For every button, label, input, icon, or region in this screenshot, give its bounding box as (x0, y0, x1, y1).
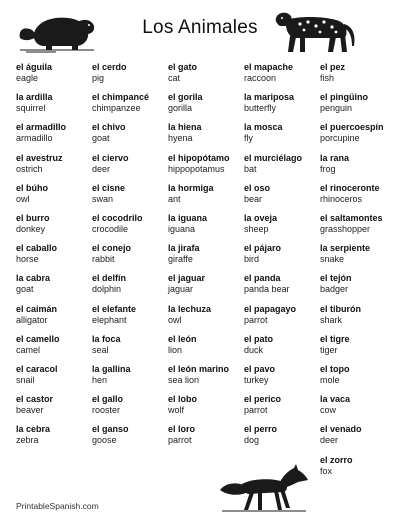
english-word: badger (320, 284, 349, 295)
english-word: rabbit (92, 254, 115, 265)
spanish-word: la ardilla (16, 92, 53, 103)
english-word: iguana (168, 224, 196, 234)
spanish-word: el burro (16, 213, 50, 223)
spanish-word: el gallo (92, 394, 124, 405)
spanish-word: la oveja (244, 213, 278, 223)
vocab-entry (168, 213, 248, 235)
vocab-entry (244, 92, 324, 114)
vocab-entry (320, 304, 400, 326)
vocab-entry (92, 243, 172, 265)
english-word: alligator (16, 314, 48, 325)
spanish-word: el murciélago (244, 152, 303, 163)
vocab-entry (244, 334, 324, 356)
english-word: swan (92, 193, 114, 204)
vocab-entry (16, 394, 96, 416)
spanish-word: el loro (168, 424, 196, 435)
vocab-entry (92, 122, 172, 144)
vocab-entry (168, 424, 248, 446)
vocab-entry (320, 334, 400, 356)
spanish-word: la gallina (92, 364, 131, 374)
spanish-word: el gorila (168, 92, 203, 103)
spanish-word: la cebra (16, 424, 51, 435)
page-title: Los Animales (142, 17, 258, 38)
spanish-word: el lobo (168, 394, 197, 405)
english-word: fox (320, 465, 333, 476)
beaver-illustration (16, 8, 96, 56)
english-word: mole (320, 375, 340, 385)
vocab-entry (244, 304, 324, 326)
english-word: pig (92, 73, 105, 83)
english-word: bird (244, 254, 260, 265)
vocab-entry (168, 122, 248, 144)
vocab-entry (244, 394, 324, 416)
spanish-word: el chimpancé (92, 92, 150, 103)
spanish-word: el rinoceronte (320, 182, 380, 193)
english-word: rooster (92, 405, 121, 416)
english-word: hyena (168, 133, 193, 144)
spanish-word: el armadillo (16, 122, 67, 133)
spanish-word: la jirafa (168, 243, 200, 254)
english-word: dog (244, 435, 260, 446)
english-word: eagle (16, 73, 39, 83)
spanish-word: el pato (244, 333, 274, 344)
english-word: crocodile (92, 224, 129, 234)
english-word: zebra (16, 435, 39, 446)
english-word: ostrich (16, 163, 43, 174)
vocab-entry (16, 334, 96, 356)
spanish-word: la hormiga (168, 182, 214, 193)
english-word: giraffe (168, 254, 193, 265)
spanish-word: el papagayo (244, 303, 297, 314)
vocab-entry (16, 62, 96, 84)
spanish-word: el tigre (320, 333, 350, 344)
english-word: panda bear (244, 284, 290, 295)
english-word: parrot (168, 435, 192, 446)
english-word: dolphin (92, 284, 122, 295)
spanish-word: el cerdo (92, 62, 127, 72)
vocab-entry (16, 92, 96, 114)
english-word: elephant (92, 314, 127, 325)
english-word: deer (92, 163, 111, 174)
english-word: deer (320, 435, 339, 446)
vocab-entry (92, 334, 172, 356)
spanish-word: el caimán (16, 303, 58, 314)
spanish-word: el águila (16, 62, 53, 72)
english-word: parrot (244, 314, 268, 325)
spanish-word: el pájaro (244, 243, 282, 254)
spanish-word: el cisne (92, 182, 126, 193)
spanish-word: la iguana (168, 213, 208, 223)
english-word: donkey (16, 224, 46, 234)
english-word: snake (320, 254, 345, 265)
spanish-word: el panda (244, 273, 281, 284)
english-word: tiger (320, 344, 338, 355)
english-word: goat (92, 133, 110, 144)
spanish-word: el ganso (92, 424, 129, 435)
english-word: cat (168, 73, 181, 83)
spanish-word: el mapache (244, 62, 294, 72)
english-word: wolf (168, 405, 185, 416)
vocab-entry (16, 243, 96, 265)
spanish-word: el venado (320, 424, 362, 435)
spanish-word: el jaguar (168, 273, 206, 284)
spanish-word: el león marino (168, 364, 230, 374)
spanish-word: la foca (92, 333, 121, 344)
vocab-entry (16, 304, 96, 326)
spanish-word: el elefante (92, 303, 137, 314)
spanish-word: el pavo (244, 364, 276, 374)
vocab-entry (92, 304, 172, 326)
english-word: owl (168, 314, 182, 325)
spanish-word: la lechuza (168, 303, 212, 314)
english-word: camel (16, 344, 41, 355)
english-word: fly (244, 133, 253, 144)
site-credit: PrintableSpanish.com (16, 501, 99, 511)
english-word: jaguar (168, 284, 194, 295)
spanish-word: el chivo (92, 122, 126, 133)
vocab-entry (244, 424, 324, 446)
vocab-entry (244, 213, 324, 235)
spanish-word: el tiburón (320, 303, 361, 314)
english-word: snail (16, 375, 35, 385)
english-word: parrot (244, 405, 268, 416)
spanish-word: el saltamontes (320, 213, 383, 223)
vocab-entry (92, 424, 172, 446)
english-word: bat (244, 163, 257, 174)
spanish-word: el tejón (320, 273, 352, 284)
spanish-word: el castor (16, 394, 54, 405)
english-word: bear (244, 193, 263, 204)
vocab-entry (320, 122, 400, 144)
english-word: grasshopper (320, 224, 371, 234)
spanish-word: el camello (16, 333, 60, 344)
vocab-entry (168, 364, 248, 386)
english-word: fish (320, 73, 335, 83)
english-word: beaver (16, 405, 44, 416)
vocab-entry (92, 183, 172, 205)
spanish-word: el delfín (92, 273, 127, 284)
english-word: cow (320, 405, 337, 416)
vocab-entry (16, 424, 96, 446)
vocab-entry (168, 304, 248, 326)
vocab-entry (16, 213, 96, 235)
english-word: butterfly (244, 103, 277, 114)
vocab-entry (320, 183, 400, 205)
vocab-entry (16, 183, 96, 205)
english-word: lion (168, 344, 183, 355)
english-word: goat (16, 284, 34, 295)
vocab-entry (244, 243, 324, 265)
vocab-entry (244, 62, 324, 84)
vocab-entry (320, 424, 400, 446)
spanish-word: el león (168, 333, 197, 344)
vocab-entry (168, 273, 248, 295)
spanish-word: la cabra (16, 273, 51, 284)
english-word: penguin (320, 103, 353, 114)
spanish-word: la vaca (320, 394, 351, 405)
vocab-entry (320, 92, 400, 114)
spanish-word: el perico (244, 394, 282, 405)
english-word: owl (16, 193, 30, 204)
spanish-word: la mosca (244, 122, 283, 133)
vocab-entry (92, 364, 172, 386)
vocab-entry (320, 364, 400, 386)
spanish-word: el caracol (16, 364, 58, 374)
vocab-entry (244, 122, 324, 144)
vocab-entry (168, 183, 248, 205)
vocab-entry (92, 153, 172, 175)
vocab-entry (92, 62, 172, 84)
english-word: chimpanzee (92, 103, 141, 114)
english-word: horse (16, 254, 39, 265)
spanish-word: el topo (320, 364, 350, 374)
english-word: frog (320, 163, 336, 174)
english-word: shark (320, 314, 343, 325)
spanish-word: el búho (16, 182, 48, 193)
vocab-entry (320, 394, 400, 416)
spanish-word: la mariposa (244, 92, 295, 103)
english-word: porcupine (320, 133, 360, 144)
spanish-word: el gato (168, 62, 198, 72)
spanish-word: el perro (244, 424, 278, 435)
vocab-entry (244, 273, 324, 295)
vocab-entry (16, 153, 96, 175)
vocab-entry (320, 62, 400, 84)
vocab-entry (244, 153, 324, 175)
spanish-word: el pingüino (320, 92, 368, 103)
spanish-word: el caballo (16, 243, 58, 254)
vocab-entry (16, 122, 96, 144)
vocab-entry (168, 394, 248, 416)
spanish-word: la serpiente (320, 243, 371, 254)
spanish-word: el avestruz (16, 152, 63, 163)
english-word: hen (92, 375, 108, 385)
spanish-word: el cocodrilo (92, 213, 143, 223)
vocab-entry (16, 273, 96, 295)
spanish-word: el hipopótamo (168, 152, 230, 163)
fox-illustration (218, 462, 310, 514)
vocab-entry (320, 153, 400, 175)
spanish-word: el puercoespín (320, 122, 384, 133)
english-word: squirrel (16, 103, 46, 114)
spanish-word: el ciervo (92, 152, 129, 163)
english-word: sheep (244, 224, 269, 234)
english-word: rhinoceros (320, 193, 363, 204)
english-word: ant (168, 193, 181, 204)
english-word: seal (92, 344, 109, 355)
english-word: raccoon (244, 73, 277, 83)
vocab-entry (244, 364, 324, 386)
english-word: turkey (244, 375, 269, 385)
vocab-entry (16, 364, 96, 386)
english-word: hippopotamus (168, 163, 225, 174)
english-word: armadillo (16, 133, 53, 144)
vocab-entry (168, 92, 248, 114)
spanish-word: la rana (320, 152, 350, 163)
english-word: goose (92, 435, 117, 446)
english-word: sea lion (168, 375, 200, 385)
vocab-entry (320, 273, 400, 295)
vocab-entry (92, 213, 172, 235)
vocab-entry (320, 243, 400, 265)
spanish-word: el zorro (320, 454, 353, 465)
vocab-entry (92, 394, 172, 416)
vocab-entry (168, 153, 248, 175)
english-word: duck (244, 344, 264, 355)
vocab-entry (320, 455, 400, 477)
vocab-entry (168, 62, 248, 84)
spanish-word: la hiena (168, 122, 202, 133)
english-word: gorilla (168, 103, 193, 114)
vocab-entry (320, 213, 400, 235)
spanish-word: el conejo (92, 243, 132, 254)
vocab-entry (92, 273, 172, 295)
vocab-entry (168, 243, 248, 265)
spanish-word: el pez (320, 62, 346, 72)
jaguar-illustration (274, 8, 358, 56)
vocab-entry (244, 183, 324, 205)
spanish-word: el oso (244, 182, 271, 193)
vocab-entry (168, 334, 248, 356)
vocab-entry (92, 92, 172, 114)
